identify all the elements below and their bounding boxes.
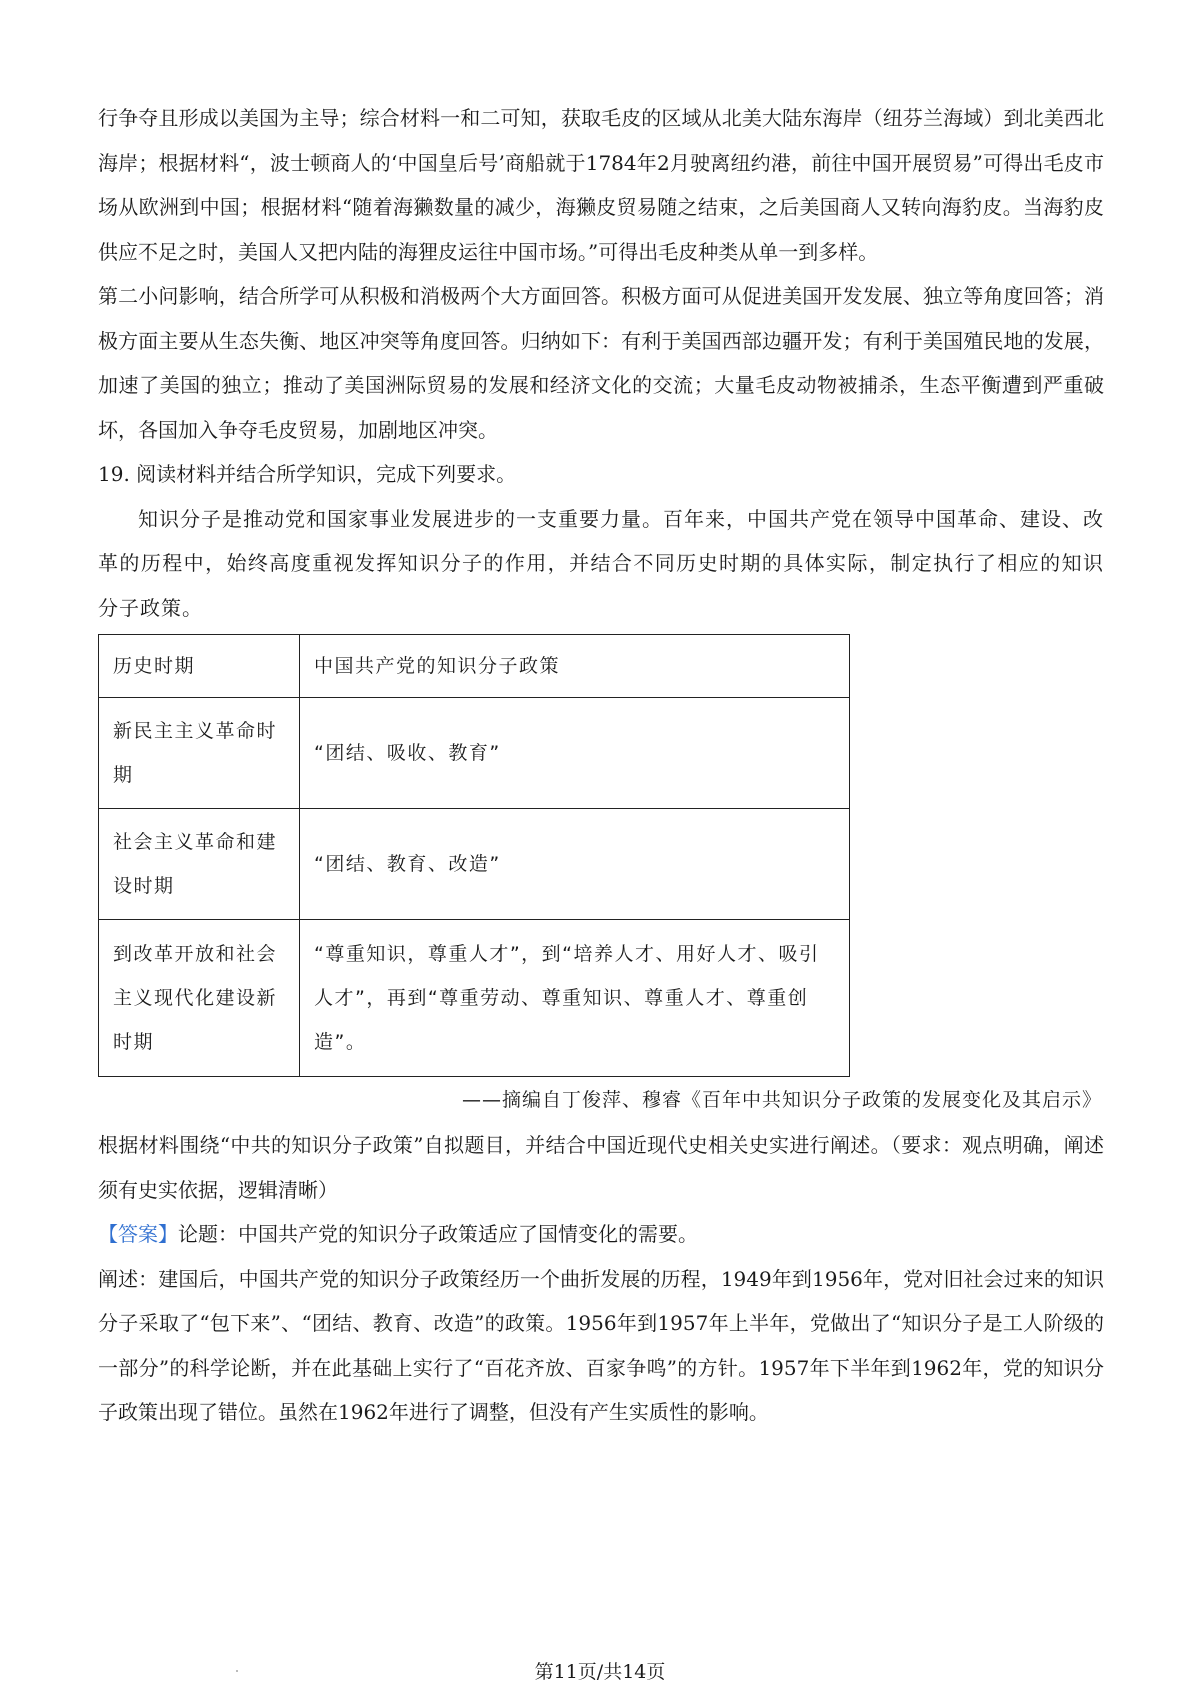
analysis-paragraph-1: 行争夺且形成以美国为主导；综合材料一和二可知，获取毛皮的区域从北美大陆东海岸（纽芬兰海域）到北美西北海岸；根据材料“，波士顿商人的‘中国皇后号’商船就于1784年2月驶离纽约港，前往中国开展贸易”可得出毛皮市场从欧洲到中国；根据材料“随着海獭数量的减少，海獭皮贸易随之结束，之后美国商人又转向海豹皮。当海豹皮供应不足之时，美国人又把内陆的海狸皮运往中国市场。”可得出毛皮种类从单一到多样。 [98, 106, 1104, 264]
material-source: ——摘编自丁俊萍、穆睿《百年中共知识分子政策的发展变化及其启示》 [461, 1089, 1102, 1111]
page-content [98, 96, 1104, 1435]
table-cell-period: 到改革开放和社会主义现代化建设新时期 [99, 920, 300, 1077]
table-cell-policy: “尊重知识，尊重人才”，到“培养人才、用好人才、吸引人才”，再到“尊重劳动、尊重知识、尊重人才、尊重创造”。 [300, 920, 850, 1077]
question-requirement: 根据材料围绕“中共的知识分子政策”自拟题目，并结合中国近现代史相关史实进行阐述。（要求：观点明确，阐述须有史实依据，逻辑清晰） [98, 1133, 1104, 1202]
question-stem: 19. 阅读材料并结合所学知识，完成下列要求。 [98, 462, 517, 486]
table-row [99, 698, 850, 809]
table-cell-period: 社会主义革命和建设时期 [99, 809, 300, 920]
analysis-paragraph-2: 第二小问影响，结合所学可从积极和消极两个大方面回答。积极方面可从促进美国开发发展、独立等角度回答；消极方面主要从生态失衡、地区冲突等角度回答。归纳如下：有利于美国西部边疆开发；有利于美国殖民地的发展，加速了美国的独立；推动了美国洲际贸易的发展和经济文化的交流；大量毛皮动物被捕杀，生态平衡遭到严重破坏，各国加入争夺毛皮贸易，加剧地区冲突。 [98, 284, 1104, 442]
answer-elaboration: 阐述：建国后，中国共产党的知识分子政策经历一个曲折发展的历程，1949年到1956年，党对旧社会过来的知识分子采取了“包下来”、“团结、教育、改造”的政策。1956年到1957年上半年，党做出了“知识分子是工人阶级的一部分”的科学论断，并在此基础上实行了“百花齐放、百家争鸣”的方针。1957年下半年到1962年，党的知识分子政策出现了错位。虽然在1962年进行了调整，但没有产生实质性的影响。 [98, 1266, 1104, 1424]
table-header-period: 历史时期 [99, 635, 300, 698]
table-cell-policy: “团结、教育、改造” [300, 809, 850, 920]
answer-thesis: 论题：中国共产党的知识分子政策适应了国情变化的需要。 [178, 1222, 698, 1246]
table-row [99, 809, 850, 920]
table-cell-period: 新民主主义革命时期 [99, 698, 300, 809]
table-header-policy: 中国共产党的知识分子政策 [300, 635, 850, 698]
page-footer: 第11页/共14页 [534, 1661, 666, 1683]
table-cell-policy: “团结、吸收、教育” [300, 698, 850, 809]
answer-tag: 【答案】 [98, 1222, 178, 1246]
policy-table-wrapper [98, 634, 850, 1077]
table-header-row [99, 635, 850, 698]
answer-thesis-line [98, 1212, 1104, 1257]
question-material: 知识分子是推动党和国家事业发展进步的一支重要力量。百年来，中国共产党在领导中国革命、建设、改革的历程中，始终高度重视发挥知识分子的作用，并结合不同历史时期的具体实际，制定执行了相应的知识分子政策。 [98, 506, 1104, 620]
policy-table [98, 634, 850, 1077]
table-row [99, 920, 850, 1077]
